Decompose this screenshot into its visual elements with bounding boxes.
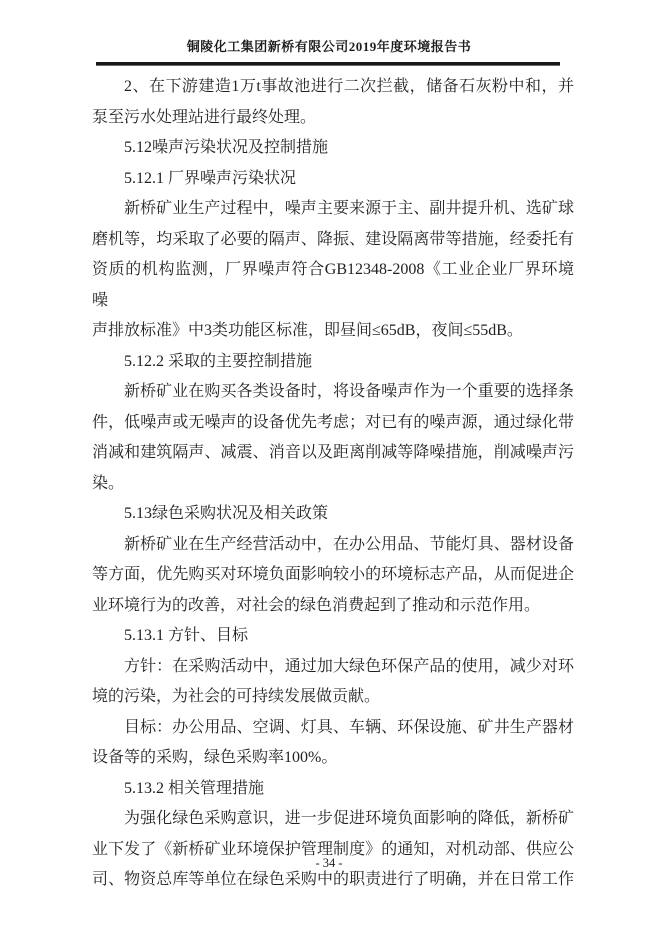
body-line: 消减和建筑隔声、减震、消音以及距离削减等降噪措施，削减噪声污 bbox=[92, 444, 574, 461]
body-line: 资质的机构监测，厂界噪声符合GB12348-2008《工业企业厂界环境噪 bbox=[92, 261, 574, 309]
section-heading: 5.13.2 相关管理措施 bbox=[124, 779, 265, 797]
body-line: 染。 bbox=[92, 474, 125, 492]
body-line: 司、物资总库等单位在绿色采购中的职责进行了明确，并在日常工作 bbox=[92, 871, 574, 888]
body-line: 方针：在采购活动中，通过加大绿色环保产品的使用，减少对环 bbox=[124, 657, 574, 675]
section-heading: 5.12噪声污染状况及控制措施 bbox=[124, 139, 329, 156]
body-line: 新桥矿业在购买各类设备时，将设备噪声作为一个重要的选择条 bbox=[124, 383, 574, 400]
section-heading: 5.12.2 采取的主要控制措施 bbox=[124, 352, 313, 370]
body-line: 泵至污水处理站进行最终处理。 bbox=[92, 108, 317, 126]
page-number: - 34 - bbox=[315, 856, 343, 870]
header-rule bbox=[96, 62, 560, 66]
page-footer bbox=[0, 856, 658, 871]
body-line: 设备等的采购，绿色采购率100%。 bbox=[92, 749, 338, 766]
page-header-title: 铜陵化工集团新桥有限公司2019年度环境报告书 bbox=[186, 39, 472, 54]
body-line: 新桥矿业在生产经营活动中，在办公用品、节能灯具、器材设备 bbox=[124, 535, 574, 553]
body-line: 2、在下游建造1万t事故池进行二次拦截，储备石灰粉中和，并 bbox=[124, 78, 574, 95]
body-line: 新桥矿业生产过程中，噪声主要来源于主、副井提升机、选矿球 bbox=[124, 200, 574, 217]
section-heading: 5.13绿色采购状况及相关政策 bbox=[124, 505, 329, 522]
body-line: 等方面，优先购买对环境负面影响较小的环境标志产品，从而促进企 bbox=[92, 566, 574, 583]
body-line: 业下发了《新桥矿业环境保护管理制度》的通知，对机动部、供应公 bbox=[92, 840, 574, 858]
section-heading: 5.13.1 方针、目标 bbox=[124, 627, 249, 644]
body-line: 境的污染，为社会的可持续发展做贡献。 bbox=[92, 688, 381, 705]
body-line: 件，低噪声或无噪声的设备优先考虑；对已有的噪声源，通过绿化带 bbox=[92, 413, 574, 431]
body-line: 声排放标准》中3类功能区标准，即昼间≤65dB，夜间≤55dB。 bbox=[92, 322, 523, 339]
document-body bbox=[92, 72, 574, 896]
body-line: 目标：办公用品、空调、灯具、车辆、环保设施、矿井生产器材 bbox=[124, 718, 574, 736]
section-heading: 5.12.1 厂界噪声污染状况 bbox=[124, 169, 297, 187]
body-line: 为强化绿色采购意识，进一步促进环境负面影响的降低，新桥矿 bbox=[124, 810, 574, 827]
body-line: 业环境行为的改善，对社会的绿色消费起到了推动和示范作用。 bbox=[92, 596, 541, 614]
body-line: 磨机等，均采取了必要的隔声、降振、建设隔离带等措施，经委托有 bbox=[92, 230, 574, 248]
